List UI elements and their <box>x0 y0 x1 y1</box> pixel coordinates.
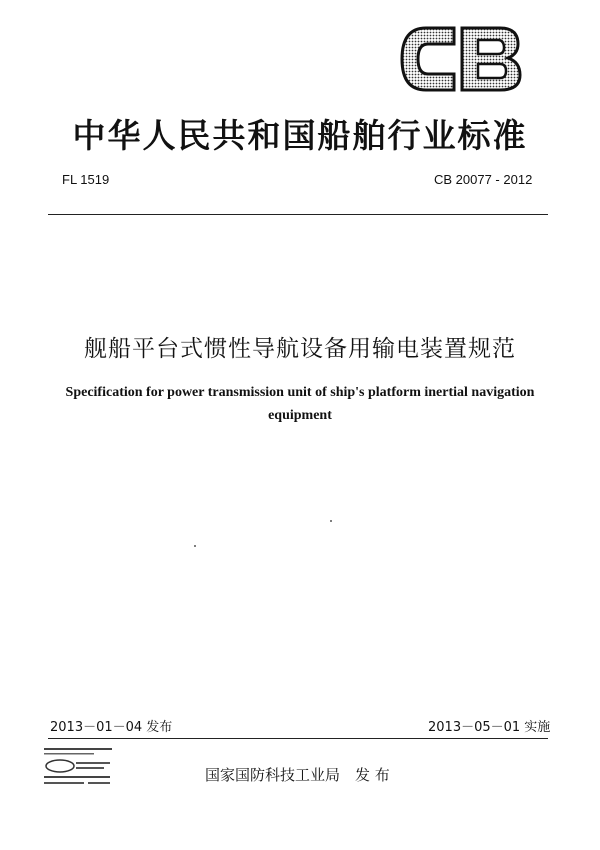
classification-number: FL 1519 <box>62 172 110 187</box>
document-title-en-line1: Specification for power transmission unit of ship's platform inertial navigation <box>65 385 535 400</box>
header-divider <box>48 214 548 215</box>
scan-speck <box>194 545 196 547</box>
document-title-cn: 舰船平台式惯性导航设备用输电装置规范 <box>84 336 516 362</box>
issue-date: 2013－01－04 发布 <box>50 720 173 735</box>
cb-standard-logo-icon <box>396 22 524 96</box>
footer-divider <box>48 738 548 739</box>
publisher-name: 国家国防科技工业局 发 布 <box>205 766 390 784</box>
standard-code: CB 20077 - 2012 <box>434 172 533 187</box>
scan-speck <box>330 520 332 522</box>
standard-category-title: 中华人民共和国船舶行业标准 <box>72 116 528 155</box>
document-title-en <box>40 381 560 427</box>
implement-date: 2013－05－01 实施 <box>428 720 551 735</box>
document-title-en-line2: equipment <box>268 408 332 423</box>
publisher-stamp-icon <box>42 744 114 794</box>
